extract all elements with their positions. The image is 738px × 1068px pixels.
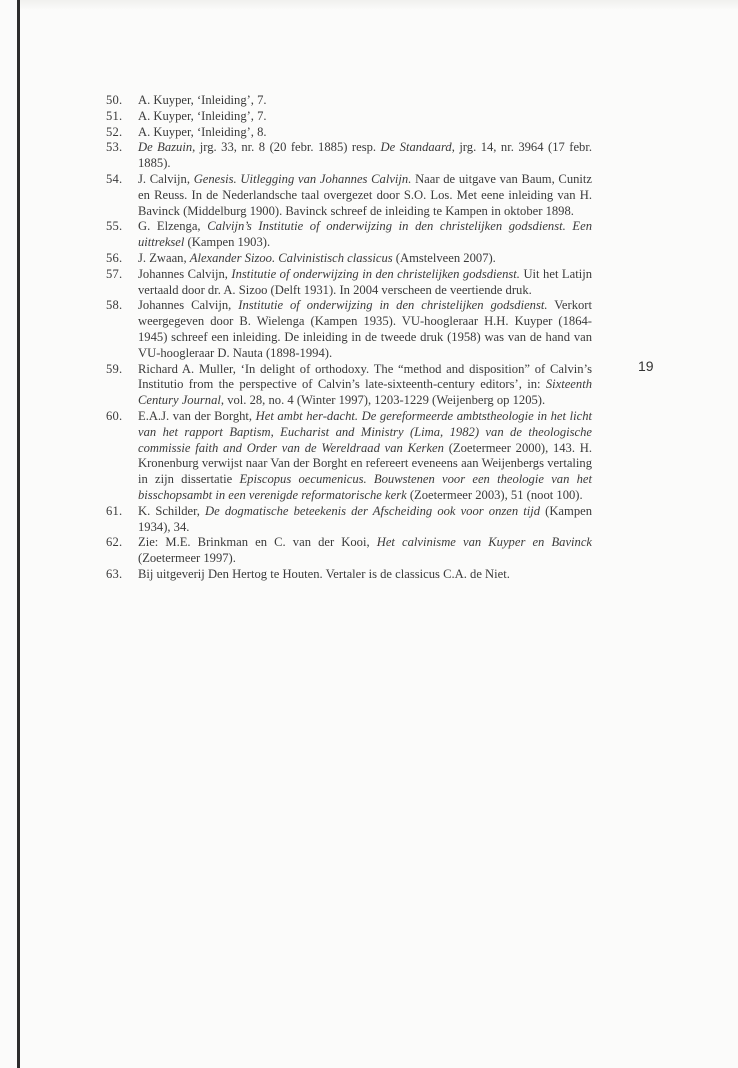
endnote-number: 52.	[106, 124, 123, 139]
endnote-number: 50.	[106, 93, 123, 107]
endnote-number: 53.	[106, 140, 123, 155]
endnote-text-run: (Kampen 1903).	[184, 235, 271, 250]
endnote-number: 54.	[106, 171, 123, 186]
endnote-title-italic: Institutie of onderwijzing in den christelijken godsdienst.	[238, 298, 548, 313]
endnote-number: 55.	[106, 219, 123, 234]
endnote-text-run: , vol. 28, no. 4 (Winter 1997), 1203-1229 (Weijenberg op 1205).	[220, 393, 546, 408]
endnote-text	[138, 409, 592, 502]
endnote-title-italic: Institutie of onderwijzing in den christelijken godsdienst.	[231, 266, 520, 281]
endnote-text-run: Johannes Calvijn,	[138, 266, 232, 281]
endnote-number: 61.	[106, 503, 123, 518]
endnote-title-italic: Sixteenth Century Journal	[138, 377, 592, 408]
endnote-text-run: Zie: M.E. Brinkman en C. van der Kooi,	[138, 535, 377, 550]
endnote-text	[138, 362, 592, 408]
endnote-text-run: Naar de uitgave van Baum, Cunitz en Reuss. In de Nederlandsche taal overgezet door S.O. Los. Met eene inleiding van H. Bavinck (Middelburg 1900). Bavinck schreef de inleiding te Kampen in oktober 1898.	[138, 171, 593, 218]
endnote-text	[138, 504, 592, 534]
endnote-number: 62.	[106, 535, 123, 550]
binding-gutter-line	[17, 0, 20, 1068]
endnote-text-run: J. Zwaan,	[138, 250, 190, 265]
endnote-item	[106, 504, 592, 536]
endnote-text-run: Johannes Calvijn,	[138, 298, 239, 313]
endnote-item	[106, 125, 592, 141]
endnote-item	[106, 93, 592, 109]
endnote-number: 58.	[106, 298, 123, 313]
endnote-item	[106, 409, 592, 504]
endnote-title-italic: De Standaard	[380, 140, 452, 155]
endnote-text-run: , jrg. 33, nr. 8 (20 febr. 1885) resp.	[192, 140, 381, 155]
page-number: 19	[638, 358, 654, 374]
endnote-text-run: A. Kuyper, ‘Inleiding’, 7.	[138, 93, 267, 107]
endnote-text	[138, 109, 267, 123]
endnote-item	[106, 109, 592, 125]
endnote-title-italic: Het ambt her-dacht. De gereformeerde ambtstheologie in het licht van het rapport Baptism, Eucharist and Ministry (Lima, 1982) van de theologische commissie faith and Order van de Wereldraad van Kerken	[138, 408, 592, 455]
endnote-text	[138, 535, 592, 565]
endnote-text	[138, 219, 592, 249]
endnote-item	[106, 362, 592, 409]
endnote-text-run: (Kampen 1934), 34.	[138, 503, 592, 534]
endnote-item	[106, 298, 592, 361]
endnote-text	[138, 140, 592, 170]
endnote-text	[138, 267, 592, 297]
endnote-text-run: Verkort weergegeven door B. Wielenga (Kampen 1935). VU-hoogleraar H.H. Kuyper (1864-1945) schreef een inleiding. De inleiding in de tweede druk (1958) was van de hand van VU-hoogleraar D. Nauta (1898-1994).	[138, 298, 592, 360]
endnote-item	[106, 172, 592, 219]
endnote-text	[138, 251, 496, 265]
endnote-number: 57.	[106, 266, 123, 281]
endnote-text-run: , jrg. 14, nr. 3964 (17 febr. 1885).	[138, 140, 592, 171]
endnote-title-italic: De Bazuin	[138, 140, 193, 155]
endnote-number: 56.	[106, 250, 123, 265]
page-top-shade	[20, 0, 738, 10]
endnote-text-run: (Amstelveen 2007).	[392, 250, 496, 265]
endnote-text-run: J. Calvijn,	[138, 171, 194, 186]
endnote-number: 59.	[106, 361, 123, 376]
endnote-title-italic: Calvijn’s Institutie of onderwijzing in den christelijken godsdienst. Een uittreksel	[138, 219, 592, 250]
endnote-item	[106, 251, 592, 267]
endnotes-list	[106, 93, 592, 583]
endnote-text-run: A. Kuyper, ‘Inleiding’, 7.	[138, 108, 267, 123]
endnote-item	[106, 219, 592, 251]
endnote-number: 51.	[106, 108, 123, 123]
endnote-item	[106, 267, 592, 299]
endnote-text-run: Richard A. Muller, ‘In delight of orthodoxy. The “method and disposition” of Calvin’s Institutio from the perspective of Calvin’s late-sixteenth-century editors’, in:	[138, 361, 592, 392]
endnote-text-run: A. Kuyper, ‘Inleiding’, 8.	[138, 124, 267, 139]
endnote-text	[138, 298, 592, 359]
endnote-number: 60.	[106, 408, 123, 423]
endnote-text	[138, 172, 592, 218]
endnote-text-run: (Zoetermeer 2003), 51 (noot 100).	[406, 487, 583, 502]
endnote-text-run: Uit het Latijn vertaald door dr. A. Sizoo (Delft 1931). In 2004 verscheen de veertiende druk.	[138, 266, 593, 297]
endnote-text-run: Bij uitgeverij Den Hertog te Houten. Vertaler is de classicus C.A. de Niet.	[138, 566, 510, 581]
endnote-item	[106, 140, 592, 172]
endnote-item	[106, 535, 592, 567]
endnote-text-run: E.A.J. van der Borght,	[138, 408, 256, 423]
endnote-text	[138, 125, 267, 139]
endnote-text-run: K. Schilder,	[138, 503, 206, 518]
endnote-title-italic: Het calvinisme van Kuyper en Bavinck	[376, 535, 593, 550]
endnote-title-italic: De dogmatische beteekenis der Afscheiding ook voor onzen tijd	[205, 503, 541, 518]
endnote-title-italic: Alexander Sizoo. Calvinistisch classicus	[189, 250, 393, 265]
endnote-item	[106, 567, 592, 583]
endnote-title-italic: Episcopus oecumenicus. Bouwstenen voor een theologie van het bisschopsambt in een verenigde reformatorische kerk	[138, 472, 593, 502]
endnote-text-run: (Zoetermeer 1997).	[138, 551, 236, 566]
endnote-number: 63.	[106, 566, 123, 581]
endnote-text-run: (Zoetermeer 2000), 143. H. Kronenburg verwijst naar Van der Borght en refereert eveneens aan Weijenbergs vertaling in zijn dissertatie	[138, 440, 593, 487]
endnote-title-italic: Genesis. Uitlegging van Johannes Calvijn.	[193, 171, 412, 186]
endnote-text	[138, 93, 267, 107]
endnote-text-run: G. Elzenga,	[138, 219, 208, 234]
endnote-text	[138, 567, 510, 581]
